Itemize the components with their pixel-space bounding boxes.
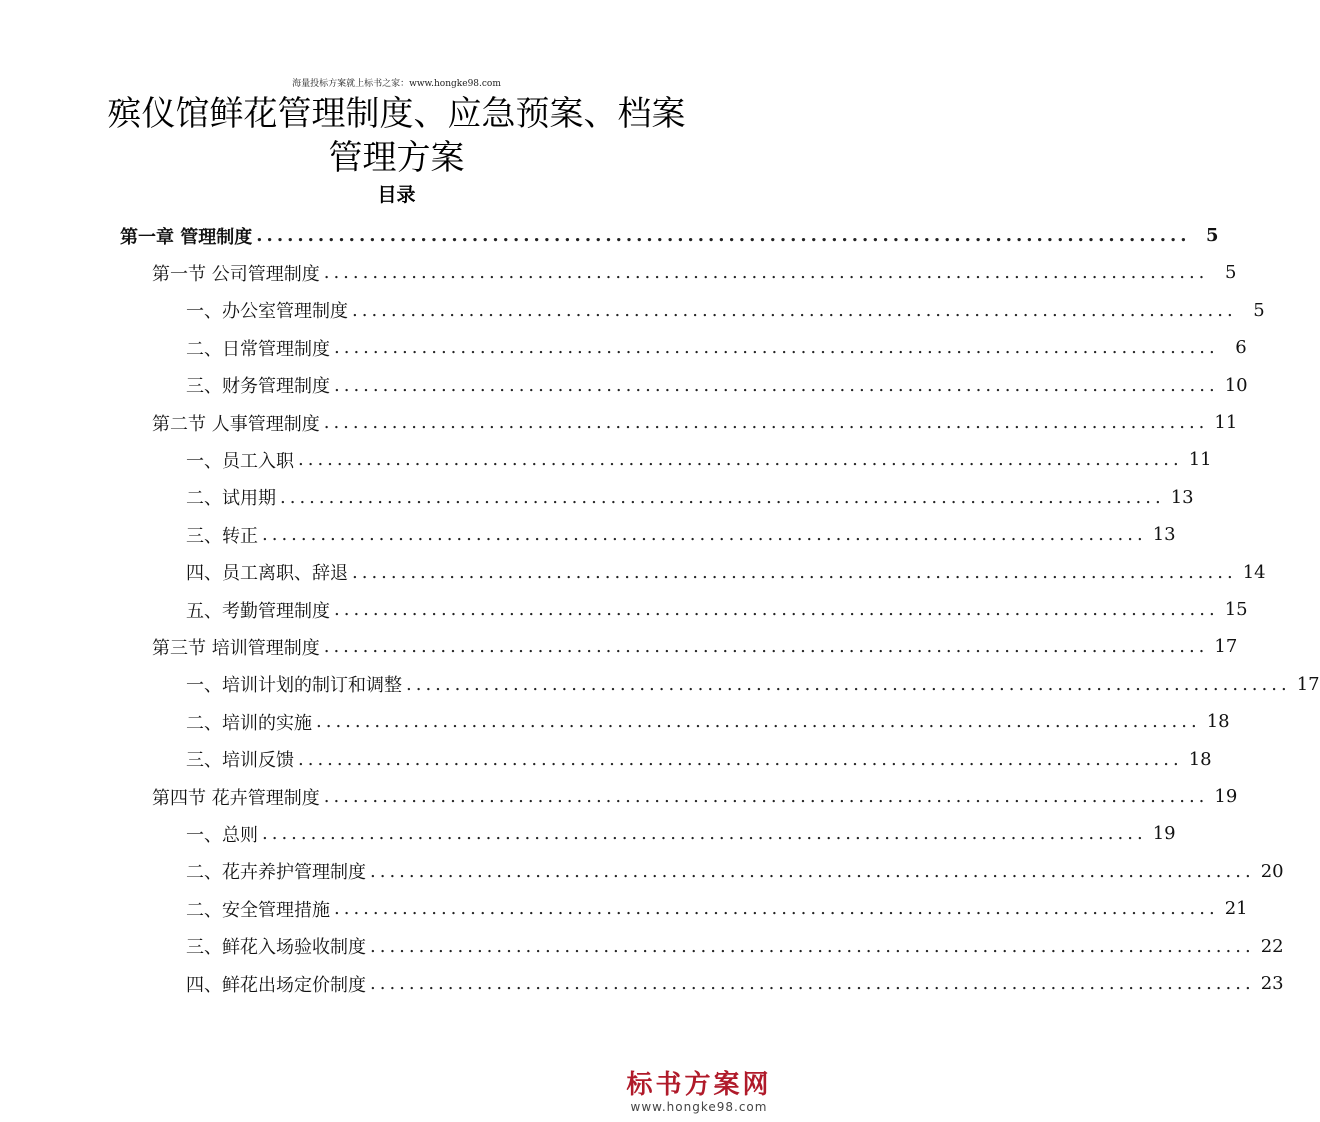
toc-leader-dots: ........................................................................................... (323, 412, 1209, 433)
toc-entry[interactable] (186, 815, 1176, 852)
toc-leader-dots: ........................................................................................... (262, 524, 1147, 546)
toc-leader-dots: ........................................................................................... (370, 860, 1255, 882)
toc-leader-dots: ........................................................................................... (256, 225, 1191, 246)
toc-entry-page: 14 (1242, 561, 1266, 583)
toc-entry-label: 一、办公室管理制度 (186, 301, 348, 323)
watermark-logo-text: 标书方案网 (626, 1070, 772, 1100)
toc-entry-page: 11 (1214, 412, 1238, 433)
toc-entry-page: 11 (1188, 449, 1212, 471)
toc-entry-label: 二、培训的实施 (186, 712, 312, 734)
toc-entry-page: 17 (1296, 673, 1320, 695)
toc-entry-label: 二、花卉养护管理制度 (186, 862, 366, 884)
toc-leader-dots: ........................................................................................... (370, 973, 1255, 994)
toc-leader-dots: ........................................................................................... (298, 449, 1183, 471)
toc-entry[interactable] (186, 292, 1265, 329)
toc-entry[interactable] (120, 217, 1219, 254)
toc-entry-label: 三、培训反馈 (186, 750, 294, 772)
toc-entry[interactable] (186, 367, 1248, 404)
toc-entry-page: 18 (1188, 748, 1212, 770)
toc-leader-dots: ........................................................................................... (323, 786, 1209, 807)
toc-leader-dots: ........................................................................................... (352, 561, 1237, 583)
toc-entry-label: 一、总则 (186, 824, 258, 846)
toc-entry-page: 23 (1260, 973, 1284, 994)
toc-entry[interactable] (186, 666, 1320, 703)
toc-entry[interactable] (186, 741, 1212, 778)
header-note: 海量投标方案就上标书之家：www.hongke98.com (292, 79, 501, 89)
toc-entry[interactable] (186, 329, 1247, 366)
toc-entry-page: 6 (1235, 337, 1247, 359)
toc-entry-page: 15 (1224, 599, 1248, 620)
watermark-url: www.hongke98.com (630, 1100, 768, 1114)
toc-entry[interactable] (152, 404, 1238, 441)
toc-leader-dots: ........................................................................................... (334, 374, 1219, 396)
watermark-logo (619, 1070, 779, 1114)
toc-entry[interactable] (186, 516, 1176, 553)
toc-entry[interactable] (152, 628, 1238, 665)
toc-entry[interactable] (186, 965, 1284, 1002)
toc-leader-dots: ........................................................................................... (298, 748, 1183, 770)
toc-entry-label: 三、财务管理制度 (186, 376, 330, 398)
toc-entry[interactable] (152, 254, 1237, 291)
document-title: 殡仪馆鲜花管理制度、应急预案、档案管理方案 (107, 94, 686, 178)
toc-entry-page: 13 (1152, 524, 1176, 546)
toc-heading: 目录 (377, 184, 416, 206)
toc-entry-page: 5 (1206, 225, 1219, 246)
toc-leader-dots: ........................................................................................... (370, 935, 1255, 957)
toc-leader-dots: ........................................................................................... (406, 673, 1291, 695)
toc-entry-label: 一、培训计划的制订和调整 (186, 675, 402, 697)
toc-entry[interactable] (186, 703, 1230, 740)
toc-entry-label: 三、转正 (186, 525, 258, 547)
toc-entry-label: 二、安全管理措施 (186, 899, 330, 921)
toc-entry-page: 19 (1214, 786, 1238, 807)
toc-entry[interactable] (186, 479, 1194, 516)
toc-entry[interactable] (186, 554, 1266, 591)
toc-entry-page: 19 (1152, 823, 1176, 845)
toc-entry[interactable] (186, 591, 1248, 628)
toc-entry-label: 四、员工离职、辞退 (186, 563, 348, 585)
toc-entry[interactable] (186, 890, 1248, 927)
toc-entry-page: 21 (1224, 898, 1248, 920)
toc-entry-label: 一、员工入职 (186, 450, 294, 472)
toc-leader-dots: ........................................................................................... (334, 599, 1219, 620)
toc-leader-dots: ........................................................................................... (334, 337, 1219, 359)
toc-entry[interactable] (186, 853, 1284, 890)
toc-entry-page: 22 (1260, 935, 1284, 957)
toc-entry-page: 18 (1206, 711, 1230, 733)
toc-entry-page: 20 (1260, 860, 1284, 882)
toc-entry-page: 13 (1170, 486, 1194, 508)
toc-entry[interactable] (186, 441, 1212, 478)
toc-leader-dots: ........................................................................................... (323, 636, 1209, 658)
toc-leader-dots: ........................................................................................... (262, 823, 1147, 845)
toc-entry-label: 第一章 管理制度 (120, 226, 253, 248)
toc-entry-page: 17 (1214, 636, 1238, 658)
toc-leader-dots: ........................................................................................... (352, 299, 1237, 321)
toc-leader-dots: ........................................................................................... (323, 262, 1209, 284)
toc-entry-label: 二、日常管理制度 (186, 338, 330, 360)
toc-entry-page: 5 (1224, 262, 1237, 284)
toc-entry-label: 二、试用期 (186, 488, 276, 510)
toc-entry-label: 三、鲜花入场验收制度 (186, 937, 366, 959)
toc-entry[interactable] (152, 778, 1238, 815)
toc-leader-dots: ........................................................................................... (334, 898, 1219, 920)
toc-entry[interactable] (186, 928, 1284, 965)
toc-entry-label: 第二节 人事管理制度 (152, 413, 320, 435)
toc-entry-label: 第四节 花卉管理制度 (152, 787, 320, 809)
toc-leader-dots: ........................................................................................... (280, 486, 1165, 508)
toc-entry-label: 第三节 培训管理制度 (152, 637, 320, 659)
toc-entry-page: 5 (1253, 299, 1265, 321)
toc-entry-page: 10 (1224, 374, 1248, 396)
toc-entry-label: 第一节 公司管理制度 (152, 263, 320, 285)
toc-entry-label: 四、鲜花出场定价制度 (186, 974, 366, 996)
toc-leader-dots: ........................................................................................... (316, 711, 1201, 733)
toc-entry-label: 五、考勤管理制度 (186, 600, 330, 622)
